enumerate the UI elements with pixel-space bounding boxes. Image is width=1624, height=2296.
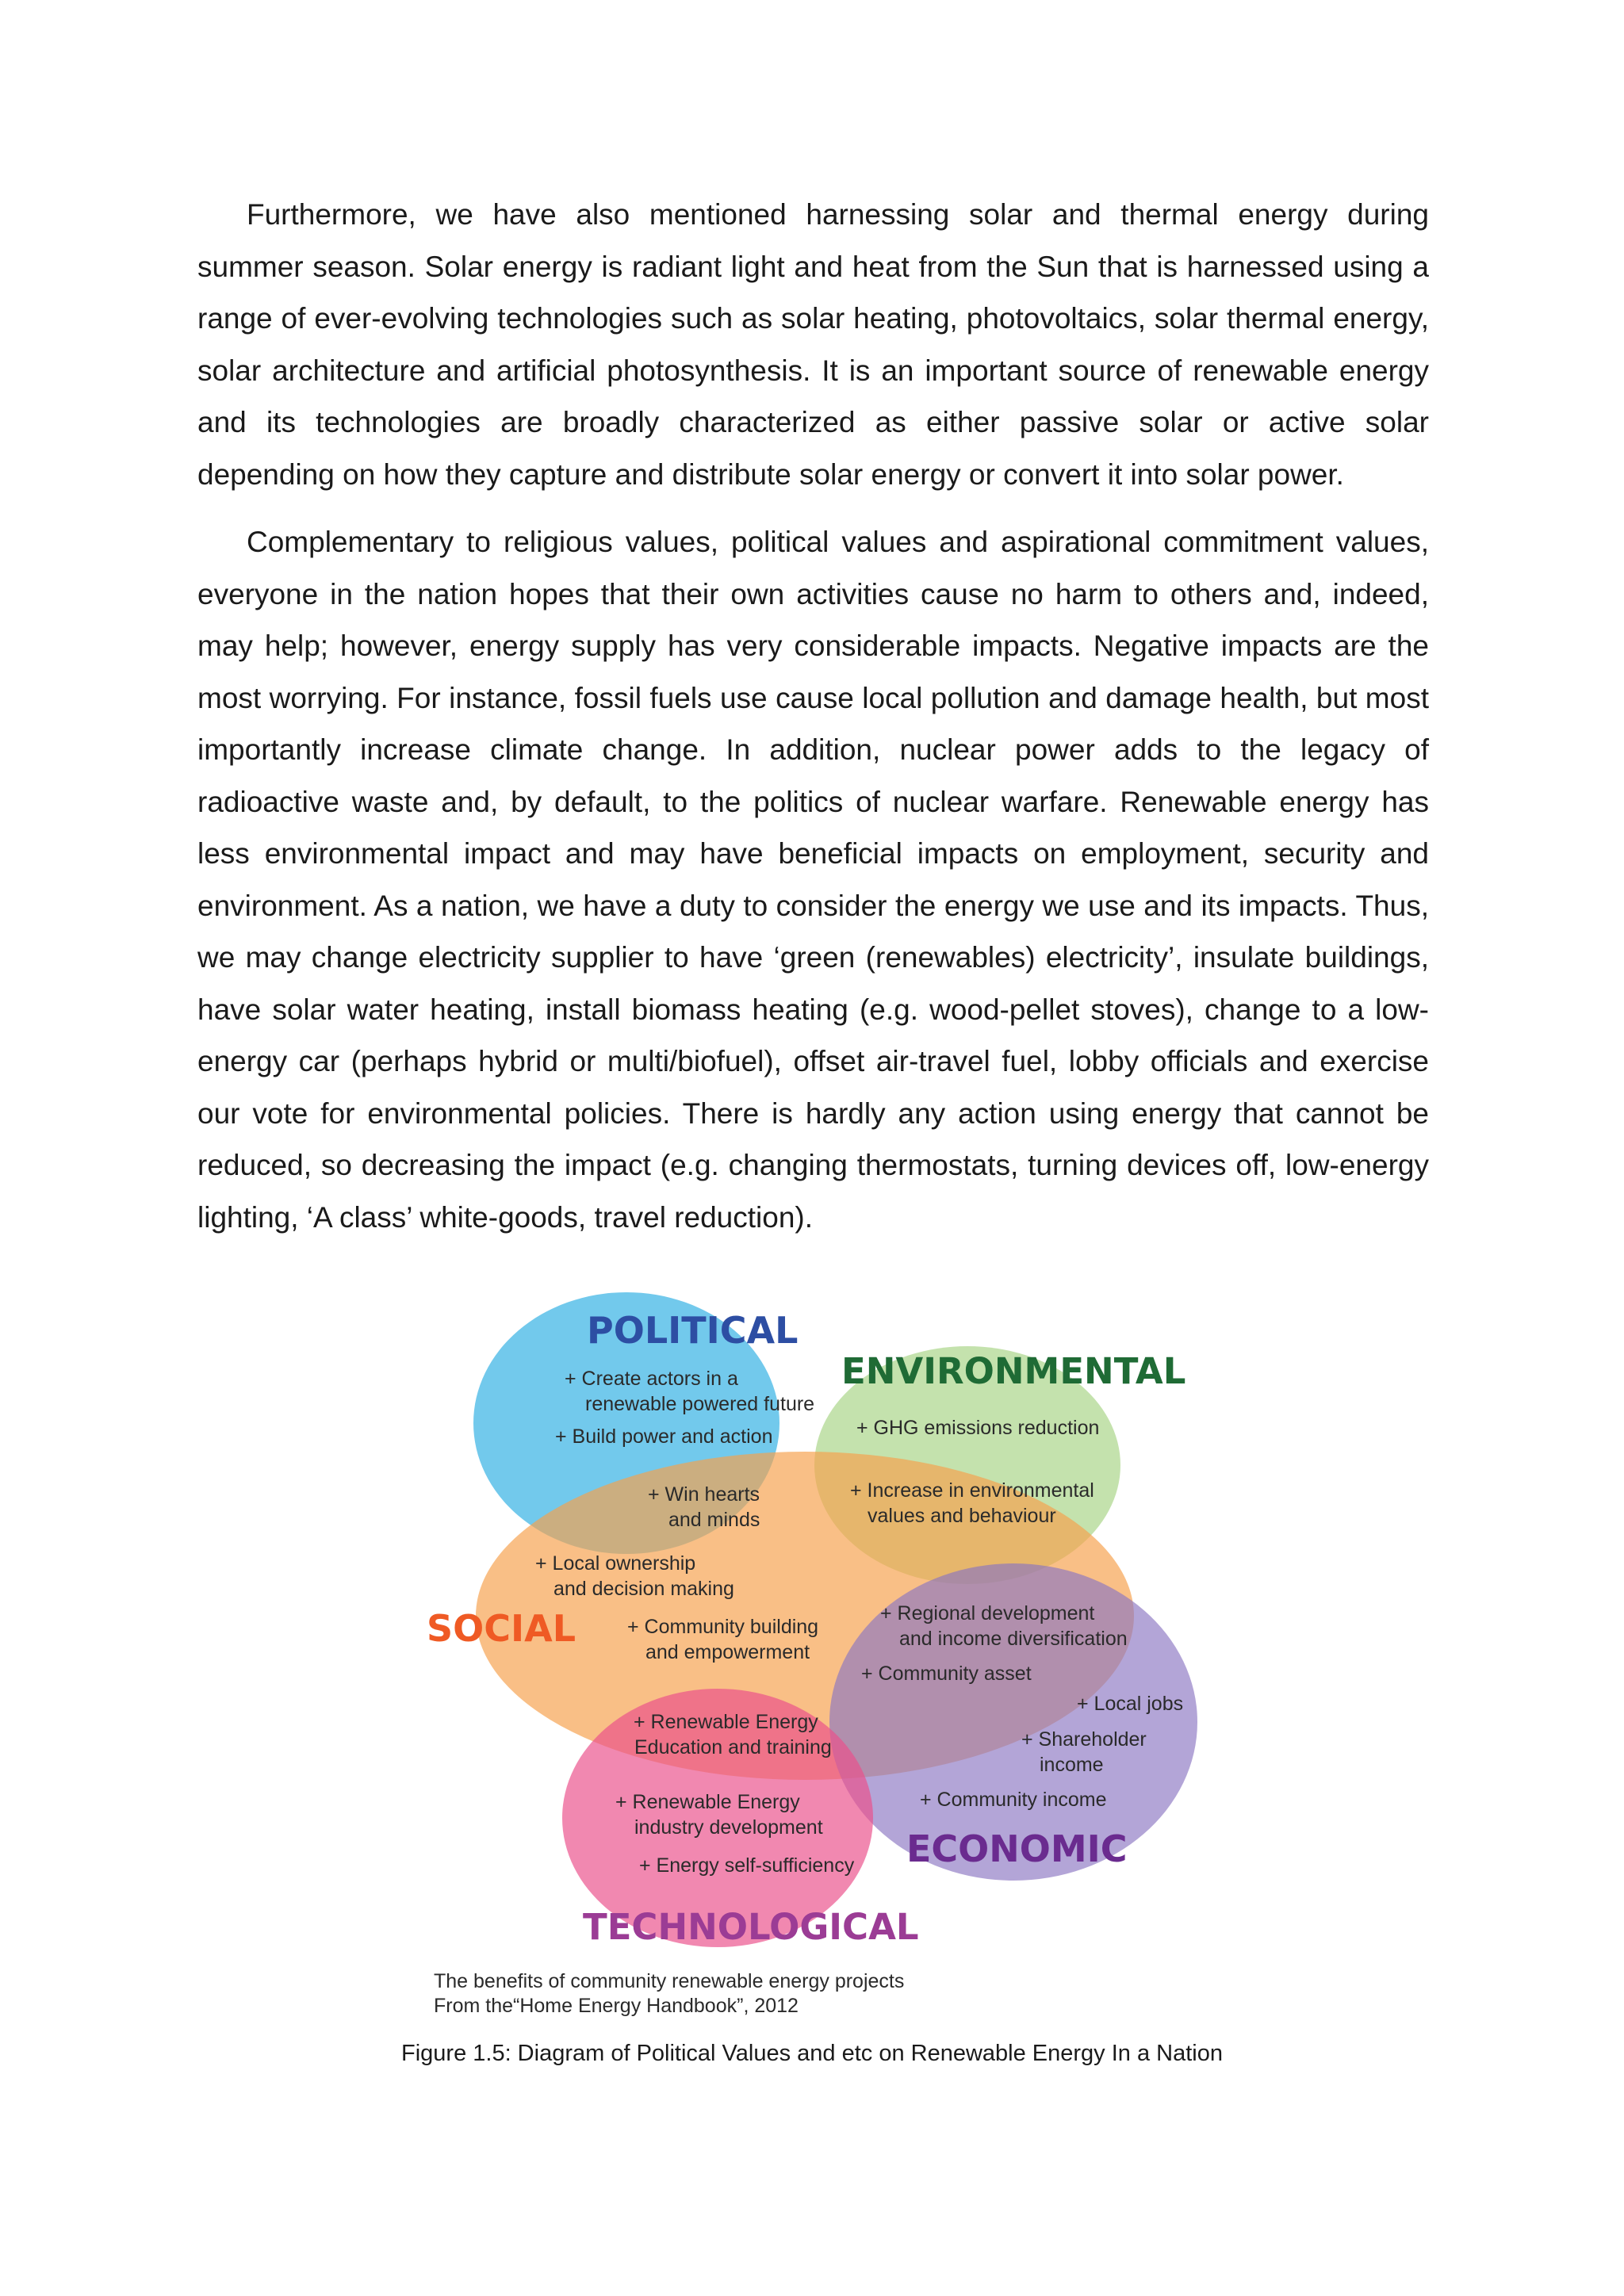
item-community-income: + Community income xyxy=(920,1789,1107,1811)
political-heading: POLITICAL xyxy=(587,1309,799,1352)
technological-heading: TECHNOLOGICAL xyxy=(583,1906,919,1948)
item-regional-cont: and income diversification xyxy=(899,1628,1128,1650)
item-win-hearts: + Win hearts xyxy=(648,1483,760,1506)
item-create-actors-cont: renewable powered future xyxy=(585,1393,815,1415)
item-shareholder-cont: income xyxy=(1040,1754,1104,1776)
item-build-power: + Build power and action xyxy=(555,1425,773,1448)
paragraph-values xyxy=(197,516,1429,1243)
item-local-ownership: + Local ownership xyxy=(535,1552,696,1575)
item-win-hearts-cont: and minds xyxy=(668,1509,760,1531)
venn-diagram-svg xyxy=(412,1292,1213,2030)
item-local-ownership-cont: and decision making xyxy=(553,1578,734,1600)
item-re-industry-cont: industry development xyxy=(634,1816,823,1839)
diagram-caption-line1: The benefits of community renewable energy projects xyxy=(434,1970,905,1992)
item-community-building: + Community building xyxy=(627,1616,819,1638)
item-re-education: + Renewable Energy xyxy=(634,1711,818,1733)
item-re-education-cont: Education and training xyxy=(634,1736,832,1758)
paragraph-text: Furthermore, we have also mentioned harnessing solar and thermal energy during summer season. Solar energy is radiant light and heat from the Sun that is harnessed using a range of ever-evolving technologies such as solar heating, photovoltaics, solar thermal energy, solar architecture and artificial photosynthesis. It is an important source of renewable energy and its technologies are broadly characterized as either passive solar or active solar depending on how they capture and distribute solar energy or convert it into solar power. xyxy=(197,198,1429,491)
item-increase-env-cont: values and behaviour xyxy=(868,1505,1056,1527)
paragraph-solar xyxy=(197,189,1429,500)
item-local-jobs: + Local jobs xyxy=(1077,1693,1184,1715)
economic-heading: ECONOMIC xyxy=(906,1827,1128,1870)
item-create-actors: + Create actors in a xyxy=(565,1368,738,1390)
diagram-caption-line2: From the“Home Energy Handbook”, 2012 xyxy=(434,1995,799,2017)
venn-diagram xyxy=(412,1292,1213,2030)
environmental-heading: ENVIRONMENTAL xyxy=(841,1350,1186,1392)
item-self-sufficiency: + Energy self-sufficiency xyxy=(639,1854,855,1877)
item-community-asset: + Community asset xyxy=(861,1663,1032,1685)
item-ghg: + GHG emissions reduction xyxy=(856,1417,1100,1439)
item-increase-env: + Increase in environmental xyxy=(850,1479,1094,1502)
item-re-industry: + Renewable Energy xyxy=(615,1791,800,1813)
figure-caption: Figure 1.5: Diagram of Political Values and etc on Renewable Energy In a Nation xyxy=(401,2041,1223,2066)
social-heading: SOCIAL xyxy=(427,1607,576,1650)
item-community-building-cont: and empowerment xyxy=(645,1641,810,1663)
paragraph-text: Complementary to religious values, political values and aspirational commitment values, everyone in the nation hopes that their own activities cause no harm to others and, indeed, may help; however, energy supply has very considerable impacts. Negative impacts are the most worrying. For instance, fossil fuels use cause local pollution and damage health, but most importantly increase climate change. In addition, nuclear power adds to the legacy of radioactive waste and, by default, to the politics of nuclear warfare. Renewable energy has less environmental impact and may have beneficial impacts on employment, security and environment. As a nation, we have a duty to consider the energy we use and its impacts. Thus, we may change electricity supplier to have ‘green (renewables) electricity’, insulate buildings, have solar water heating, install biomass heating (e.g. wood-pellet stoves), change to a low-energy car (perhaps hybrid or multi/biofuel), offset air-travel fuel, lobby officials and exercise our vote for environmental policies. There is hardly any action using energy that cannot be reduced, so decreasing the impact (e.g. changing thermostats, turning devices off, low-energy lighting, ‘A class’ white-goods, travel reduction). xyxy=(197,526,1429,1234)
item-regional: + Regional development xyxy=(880,1602,1095,1624)
item-shareholder: + Shareholder xyxy=(1021,1728,1147,1751)
